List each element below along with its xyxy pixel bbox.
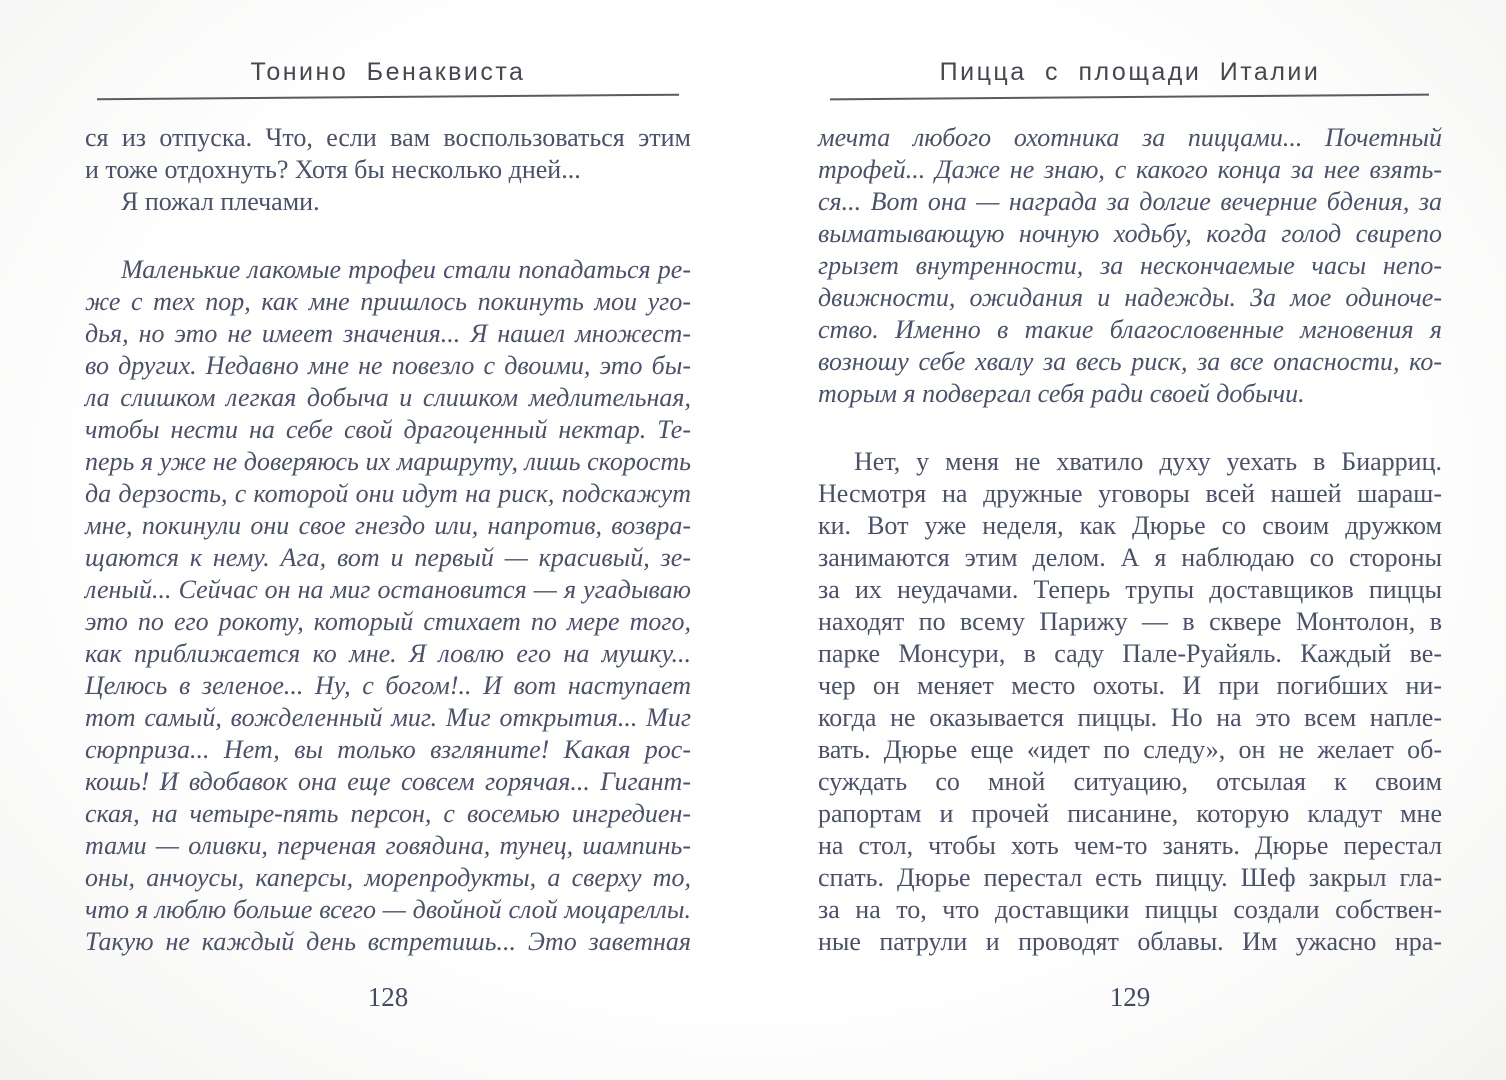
text-line: когда не оказывается пиццы. Но на это всем напле-	[818, 703, 1442, 732]
text-line: ные патрули и проводят облавы. Им ужасно нра-	[818, 927, 1442, 956]
running-head-underline	[97, 94, 679, 101]
text-line: находят по всему Парижу — в сквере Монтолон, в	[818, 607, 1442, 636]
text-line: перь я уже не доверяюсь их маршруту, лишь скорость	[85, 447, 691, 476]
text-line: Целюсь в зеленое... Ну, с богом!.. И вот наступает	[85, 671, 691, 700]
text-line: суждать со мной ситуацию, отсылая к своим	[818, 767, 1442, 796]
text-line: ла слишком легкая добыча и слишком медлительная,	[85, 383, 691, 412]
text-line: щаются к нему. Ага, вот и первый — красивый, зе-	[85, 543, 691, 572]
text-line: за на то, что доставщики пиццы создали собствен-	[818, 895, 1442, 924]
paragraph	[85, 186, 691, 218]
running-head-title: Пицца с площади Италии	[939, 58, 1321, 86]
text-line: выматывающую ночную ходьбу, когда голод свирепо	[818, 219, 1442, 248]
text-line: тот самый, вожделенный миг. Миг открытия... Миг	[85, 703, 691, 732]
text-line: грызет внутренности, за нескончаемые часы непо-	[818, 251, 1442, 280]
text-line: вать. Дюрье еще «идет по следу», он не желает об-	[818, 735, 1442, 764]
text-line: Я пожал плечами.	[121, 187, 320, 216]
text-line: рапортам и прочей писанине, которую кладут мне	[818, 799, 1442, 828]
text-line: за их неудачами. Теперь трупы доставщиков пиццы	[818, 575, 1442, 604]
text-line: кошь! И вдобавок она еще совсем горячая... Гигант-	[85, 767, 691, 796]
paragraph	[818, 446, 1442, 958]
text-line: мне, покинули они свое гнездо или, напротив, возвра-	[85, 511, 691, 540]
text-line: ская, на четыре-пять персон, с восемью ингредиен-	[85, 799, 691, 828]
paragraph	[85, 254, 691, 958]
text-line: Нет, у меня не хватило духу уехать в Биарриц.	[854, 447, 1442, 476]
text-line: ство. Именно в такие благословенные мгновения я	[818, 315, 1442, 344]
text-line: тами — оливки, перченая говядина, тунец, шампинь-	[85, 831, 691, 860]
paragraph	[818, 122, 1442, 410]
text-line: ся из отпуска. Что, если вам воспользоваться этим	[85, 123, 691, 152]
left-page-body	[85, 122, 691, 958]
running-head-underline	[830, 94, 1429, 101]
running-head-author: Тонино Бенаквиста	[250, 58, 526, 86]
text-line: движности, ожидания и надежды. За мое одиноче-	[818, 283, 1442, 312]
text-line: ки. Вот уже неделя, как Дюрье со своим дружком	[818, 511, 1442, 540]
text-line: сюрприза... Нет, вы только взгляните! Какая рос-	[85, 735, 691, 764]
text-line: оны, анчоусы, каперсы, морепродукты, а сверху то,	[85, 863, 691, 892]
text-line: и тоже отдохнуть? Хотя бы несколько дней...	[85, 155, 581, 184]
left-page	[85, 0, 691, 1080]
page-number-right: 129	[1109, 982, 1151, 1012]
text-line: чтобы нести на себе свой драгоценный нектар. Те-	[85, 415, 691, 444]
text-line: леный... Сейчас он на миг остановится — я угадываю	[85, 575, 691, 604]
text-line: Маленькие лакомые трофеи стали попадаться ре-	[121, 255, 691, 284]
text-line: занимаются этим делом. А я наблюдаю со стороны	[818, 543, 1442, 572]
text-line: на стол, чтобы хоть чем-то занять. Дюрье перестал	[818, 831, 1442, 860]
text-line: Несмотря на дружные уговоры всей нашей шараш-	[818, 479, 1442, 508]
text-line: парке Монсури, в саду Пале-Руайяль. Каждый ве-	[818, 639, 1442, 668]
text-line: торым я подвергал себя ради своей добычи.	[818, 379, 1305, 408]
text-line: трофей... Даже не знаю, с какого конца за нее взять-	[818, 155, 1442, 184]
text-line: это по его рокоту, который стихает по мере того,	[85, 607, 691, 636]
text-line: же с тех пор, как мне пришлось покинуть мои уго-	[85, 287, 691, 316]
page-number-left: 128	[367, 982, 409, 1012]
text-line: ся... Вот она — награда за долгие вечерние бдения, за	[818, 187, 1442, 216]
paragraph	[85, 122, 691, 186]
text-line: как приближается ко мне. Я ловлю его на мушку...	[85, 639, 691, 668]
text-line: Такую не каждый день встретишь... Это заветная	[85, 927, 691, 956]
right-page	[818, 0, 1442, 1080]
text-line: что я люблю больше всего — двойной слой моцареллы.	[85, 895, 691, 924]
text-line: да дерзость, с которой они идут на риск, подскажут	[85, 479, 691, 508]
text-line: спать. Дюрье перестал есть пиццу. Шеф закрыл гла-	[818, 863, 1442, 892]
text-line: во других. Недавно мне не повезло с двоими, это бы-	[85, 351, 691, 380]
right-page-body	[818, 122, 1442, 958]
text-line: дья, но это не имеет значения... Я нашел множест-	[85, 319, 691, 348]
text-line: чер он меняет место охоты. И при погибших ни-	[818, 671, 1442, 700]
text-line: возношу себе хвалу за весь риск, за все опасности, ко-	[818, 347, 1442, 376]
text-line: мечта любого охотника за пиццами... Почетный	[818, 123, 1442, 152]
